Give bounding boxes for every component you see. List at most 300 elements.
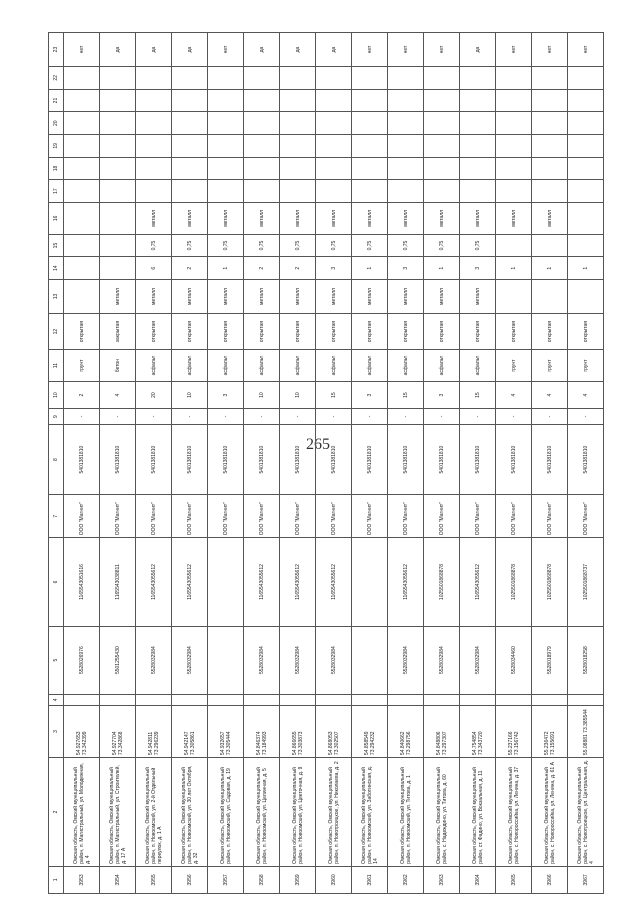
row-number: 3966 [532, 866, 568, 893]
cell [208, 67, 244, 90]
column-number: 21 [49, 89, 64, 112]
table-row [100, 33, 136, 894]
cell [460, 67, 496, 90]
column-number: 14 [49, 257, 64, 280]
ogrn-cell: 1165543055612 [280, 538, 316, 626]
cell [244, 89, 280, 112]
cell: - [208, 409, 244, 425]
cell [496, 112, 532, 135]
status-cell: да [280, 33, 316, 67]
table-row [64, 33, 100, 894]
cell [64, 135, 100, 158]
address-cell: Омская область, Омский муниципальный район, п. Новоомский, ул. Титова, д. 1 [388, 758, 424, 867]
ogrn-cell: 1025501868878 [424, 538, 460, 626]
row-number: 3965 [496, 866, 532, 893]
cell [352, 112, 388, 135]
status-cell: нет [388, 33, 424, 67]
column-number: 22 [49, 67, 64, 90]
coordinates-cell: 54.868053 73.302507 [316, 705, 352, 757]
fence-cell: металл [316, 280, 352, 314]
cell: - [280, 409, 316, 425]
address-cell: Омская область, Омский муниципальный район, с. Надеждино, ул. Титова, д. 60 [424, 758, 460, 867]
column-number: 9 [49, 409, 64, 425]
cell: - [136, 409, 172, 425]
cell [424, 89, 460, 112]
table-row [244, 33, 280, 894]
containers-cell: 2 [244, 257, 280, 280]
volume-cell: 0,75 [388, 234, 424, 257]
fence-cell [568, 280, 604, 314]
column-number: 7 [49, 495, 64, 538]
cell [568, 157, 604, 180]
cell [352, 180, 388, 203]
organization-cell: ООО "Магнит" [352, 495, 388, 538]
cell [388, 112, 424, 135]
column-number: 8 [49, 425, 64, 495]
surface-cell: грунт [532, 350, 568, 382]
cell: - [244, 409, 280, 425]
type-cell: открытая [136, 314, 172, 350]
column-number: 12 [49, 314, 64, 350]
cell [244, 157, 280, 180]
count-cell: 3 [208, 381, 244, 408]
organization-cell: ООО "Магнит" [316, 495, 352, 538]
status-cell: да [136, 33, 172, 67]
type-cell: открытая [244, 314, 280, 350]
fence-cell: металл [172, 280, 208, 314]
row-number: 3961 [352, 866, 388, 893]
cell [424, 112, 460, 135]
ogrn-cell: 1165543055612 [172, 538, 208, 626]
address-cell: Омская область, Омский муниципальный район, п. Новоомский, ул. 2-й Отдельный переулок, д. 1 А [136, 758, 172, 867]
material-cell: металл [496, 202, 532, 234]
status-cell: да [460, 33, 496, 67]
status-cell: нет [532, 33, 568, 67]
column-number: 18 [49, 157, 64, 180]
coordinates-cell: 54.858549 73.294232 [352, 705, 388, 757]
column-number: 16 [49, 202, 64, 234]
cell: - [172, 409, 208, 425]
cell [460, 157, 496, 180]
fence-cell [496, 280, 532, 314]
type-cell: открытая [460, 314, 496, 350]
cell [424, 180, 460, 203]
ogrn-cell [352, 538, 388, 626]
volume-cell: 0,75 [280, 234, 316, 257]
cell [172, 180, 208, 203]
containers-cell: 1 [532, 257, 568, 280]
cell: - [532, 409, 568, 425]
address-cell: Омская область, Омский муниципальный район, ст. Фадино, ул. Вокзальная, д. 11 [460, 758, 496, 867]
cell [172, 157, 208, 180]
table-row [424, 33, 460, 894]
table-row [136, 33, 172, 894]
type-cell: открытая [424, 314, 460, 350]
cell [136, 157, 172, 180]
row-number: 3959 [280, 866, 316, 893]
code-cell: 5401381810 [172, 425, 208, 495]
ogrn-cell: 1025501868878 [496, 538, 532, 626]
cell [460, 180, 496, 203]
address-cell: Омская область, Омский муниципальный район, п. Новотроицкое, ул. Николаева, д. 2 [316, 758, 352, 867]
volume-cell: 0,75 [352, 234, 388, 257]
fence-cell: металл [136, 280, 172, 314]
cell: - [496, 409, 532, 425]
inn-cell: 5528032984 [172, 626, 208, 694]
cell [532, 67, 568, 90]
cell [496, 135, 532, 158]
code-cell: 5401381810 [460, 425, 496, 495]
column-number: 3 [49, 705, 64, 757]
cell [316, 67, 352, 90]
material-cell: металл [352, 202, 388, 234]
surface-cell: грунт [568, 350, 604, 382]
empty-cell [388, 694, 424, 705]
cell: - [424, 409, 460, 425]
address-cell: Омская область, Омский муниципальный район, п. Новоомский, ул. Заботинская, д. 14 [352, 758, 388, 867]
cell [244, 112, 280, 135]
fence-cell [64, 280, 100, 314]
count-cell: 10 [280, 381, 316, 408]
count-cell: 10 [172, 381, 208, 408]
address-cell: Омская область, Омский муниципальный район, п. Новоомский, ул. Цветочная, д. 9 [280, 758, 316, 867]
cell [388, 157, 424, 180]
containers-cell: 1 [496, 257, 532, 280]
row-number: 3958 [244, 866, 280, 893]
cell [64, 67, 100, 90]
code-cell: 5401381810 [280, 425, 316, 495]
cell [100, 67, 136, 90]
cell [64, 180, 100, 203]
coordinates-cell: 54.840662 73.298756 [388, 705, 424, 757]
empty-cell [100, 694, 136, 705]
row-number: 3967 [568, 866, 604, 893]
fence-cell: металл [424, 280, 460, 314]
cell [208, 112, 244, 135]
containers-cell: 3 [388, 257, 424, 280]
type-cell: открытая [172, 314, 208, 350]
table-row [496, 33, 532, 894]
ogrn-cell: 1165543055612 [244, 538, 280, 626]
cell [460, 89, 496, 112]
registry-table [48, 32, 604, 894]
ogrn-cell [208, 538, 244, 626]
address-cell: Омская область, Омский муниципальный район, с. Новотроицкое, ул. Центральная, д. 4 [568, 758, 604, 867]
fence-cell: металл [388, 280, 424, 314]
inn-cell [208, 626, 244, 694]
count-cell: 15 [460, 381, 496, 408]
column-number: 11 [49, 350, 64, 382]
cell [532, 180, 568, 203]
empty-cell [460, 694, 496, 705]
cell [64, 157, 100, 180]
table-row [532, 33, 568, 894]
code-cell: 5401381810 [532, 425, 568, 495]
surface-cell: асфальт [352, 350, 388, 382]
type-cell: открытая [280, 314, 316, 350]
inn-cell: 5528018979 [532, 626, 568, 694]
surface-cell: асфальт [280, 350, 316, 382]
organization-cell: ООО "Магнит" [100, 495, 136, 538]
column-number: 19 [49, 135, 64, 158]
code-cell: 5401381810 [424, 425, 460, 495]
material-cell: металл [532, 202, 568, 234]
inn-cell: 5528026976 [64, 626, 100, 694]
cell [100, 157, 136, 180]
material-cell: металл [316, 202, 352, 234]
row-number: 3962 [388, 866, 424, 893]
cell [172, 112, 208, 135]
organization-cell: ООО "Магнит" [280, 495, 316, 538]
count-cell: 15 [388, 381, 424, 408]
address-cell: Омская область, Омский муниципальный район, п. Новоомский, ул. Целинная, д. 5 [244, 758, 280, 867]
inn-cell: 5528032984 [388, 626, 424, 694]
column-number: 23 [49, 33, 64, 67]
material-cell: металл [172, 202, 208, 234]
organization-cell: ООО "Магнит" [64, 495, 100, 538]
cell [316, 157, 352, 180]
cell: - [568, 409, 604, 425]
containers-cell: 2 [172, 257, 208, 280]
organization-cell: ООО "Магнит" [388, 495, 424, 538]
cell [532, 89, 568, 112]
column-number: 20 [49, 112, 64, 135]
cell [532, 112, 568, 135]
cell [424, 135, 460, 158]
inn-cell: 5528032984 [244, 626, 280, 694]
cell [136, 180, 172, 203]
cell [244, 180, 280, 203]
row-number: 3954 [100, 866, 136, 893]
page-number: 265 [306, 436, 330, 453]
volume-cell [532, 234, 568, 257]
column-number: 10 [49, 381, 64, 408]
cell: - [352, 409, 388, 425]
cell [352, 157, 388, 180]
organization-cell: ООО "Магнит" [244, 495, 280, 538]
table-row [568, 33, 604, 894]
volume-cell [496, 234, 532, 257]
surface-cell: асфальт [172, 350, 208, 382]
cell [496, 180, 532, 203]
cell [388, 89, 424, 112]
cell: - [316, 409, 352, 425]
cell [208, 180, 244, 203]
code-cell: 5401381810 [136, 425, 172, 495]
cell [388, 180, 424, 203]
column-number: 13 [49, 280, 64, 314]
address-cell: Омская область, Омский муниципальный район, п. Новоомский, ул. 30 лет Октября, д. 32 [172, 758, 208, 867]
containers-cell: 2 [280, 257, 316, 280]
coordinates-cell: 54.932657 73.305444 [208, 705, 244, 757]
fence-cell: металл [280, 280, 316, 314]
organization-cell: ООО "Магнит" [568, 495, 604, 538]
row-number: 3964 [460, 866, 496, 893]
cell [388, 135, 424, 158]
coordinates-cell: 54.866655 73.303873 [280, 705, 316, 757]
type-cell: закрытая [100, 314, 136, 350]
row-number: 3955 [136, 866, 172, 893]
type-cell: открытая [352, 314, 388, 350]
column-number: 6 [49, 538, 64, 626]
cell [280, 135, 316, 158]
cell [352, 135, 388, 158]
inn-cell: 5528034460 [496, 626, 532, 694]
count-cell: 3 [424, 381, 460, 408]
cell [208, 157, 244, 180]
count-cell: 3 [352, 381, 388, 408]
volume-cell: 0,75 [244, 234, 280, 257]
cell [280, 67, 316, 90]
cell [532, 135, 568, 158]
column-number: 15 [49, 234, 64, 257]
cell: - [460, 409, 496, 425]
containers-cell [100, 257, 136, 280]
row-number: 3960 [316, 866, 352, 893]
cell [316, 112, 352, 135]
ogrn-cell: 1165543055612 [136, 538, 172, 626]
cell [532, 157, 568, 180]
status-cell: нет [352, 33, 388, 67]
empty-cell [352, 694, 388, 705]
code-cell: 5401381810 [244, 425, 280, 495]
ogrn-cell: 1165543038811 [100, 538, 136, 626]
code-cell: 5401381810 [388, 425, 424, 495]
type-cell: открытая [496, 314, 532, 350]
code-cell: 5401381810 [316, 425, 352, 495]
inn-cell [352, 626, 388, 694]
status-cell: нет [496, 33, 532, 67]
status-cell: да [100, 33, 136, 67]
cell [172, 89, 208, 112]
empty-cell [172, 694, 208, 705]
status-cell: нет [64, 33, 100, 67]
fence-cell: металл [460, 280, 496, 314]
cell [100, 112, 136, 135]
table-row [460, 33, 496, 894]
containers-cell: 1 [352, 257, 388, 280]
material-cell [64, 202, 100, 234]
cell [280, 112, 316, 135]
volume-cell [568, 234, 604, 257]
containers-cell: 1 [568, 257, 604, 280]
cell [568, 180, 604, 203]
code-cell: 5401381810 [208, 425, 244, 495]
status-cell: нет [424, 33, 460, 67]
address-cell: Омская область, Омский муниципальный район, с. Новороссийка, ул. Ленина, д. 37 [496, 758, 532, 867]
organization-cell: ООО "Магнит" [136, 495, 172, 538]
cell [352, 89, 388, 112]
inn-cell: 5528018258 [568, 626, 604, 694]
material-cell: металл [208, 202, 244, 234]
cell: - [388, 409, 424, 425]
cell [172, 67, 208, 90]
count-cell: 2 [64, 381, 100, 408]
ogrn-cell: 1165543055612 [316, 538, 352, 626]
organization-cell: ООО "Магнит" [496, 495, 532, 538]
inn-cell: 5528032984 [280, 626, 316, 694]
row-number: 3957 [208, 866, 244, 893]
containers-cell: 1 [424, 257, 460, 280]
count-cell: 4 [568, 381, 604, 408]
cell [100, 135, 136, 158]
ogrn-cell: 1165543055612 [460, 538, 496, 626]
column-number: 4 [49, 694, 64, 705]
surface-cell: асфальт [244, 350, 280, 382]
table-row [388, 33, 424, 894]
coordinates-cell: 55.236472 73.155691 [532, 705, 568, 757]
organization-cell: ООО "Магнит" [460, 495, 496, 538]
fence-cell: металл [208, 280, 244, 314]
table-row [352, 33, 388, 894]
table-row [280, 33, 316, 894]
organization-cell: ООО "Магнит" [424, 495, 460, 538]
cell [316, 135, 352, 158]
cell [100, 180, 136, 203]
count-cell: 4 [496, 381, 532, 408]
status-cell: да [244, 33, 280, 67]
status-cell: нет [568, 33, 604, 67]
containers-cell: 6 [136, 257, 172, 280]
material-cell [100, 202, 136, 234]
cell [280, 89, 316, 112]
material-cell: металл [136, 202, 172, 234]
containers-cell: 1 [208, 257, 244, 280]
empty-cell [568, 694, 604, 705]
rotated-table-wrapper [48, 32, 595, 894]
cell [100, 89, 136, 112]
inn-cell: 5528032984 [136, 626, 172, 694]
containers-cell [64, 257, 100, 280]
volume-cell: 0,75 [424, 234, 460, 257]
ogrn-cell: 1025501868737 [568, 538, 604, 626]
surface-cell: бетон [100, 350, 136, 382]
coordinates-cell: 54.942147 73.305861 [172, 705, 208, 757]
surface-cell: грунт [64, 350, 100, 382]
cell [496, 89, 532, 112]
count-cell: 10 [244, 381, 280, 408]
cell [280, 157, 316, 180]
inn-cell: 5528032984 [460, 626, 496, 694]
count-cell: 4 [532, 381, 568, 408]
empty-cell [280, 694, 316, 705]
column-number: 17 [49, 180, 64, 203]
inn-cell: 5528032984 [424, 626, 460, 694]
coordinates-cell: 54.754854 73.343720 [460, 705, 496, 757]
material-cell: металл [424, 202, 460, 234]
inn-cell: 5528032984 [316, 626, 352, 694]
organization-cell: ООО "Магнит" [172, 495, 208, 538]
cell [388, 67, 424, 90]
type-cell: открытая [532, 314, 568, 350]
type-cell: открытая [64, 314, 100, 350]
type-cell: открытая [568, 314, 604, 350]
ogrn-cell: 1165543051616 [64, 538, 100, 626]
column-number: 2 [49, 758, 64, 867]
column-number: 1 [49, 866, 64, 893]
cell [316, 180, 352, 203]
cell: - [100, 409, 136, 425]
registry-table-body [49, 33, 604, 894]
volume-cell: 0,75 [460, 234, 496, 257]
volume-cell: 0,75 [136, 234, 172, 257]
address-cell: Омская область, Омский муниципальный район, п. Новоомский, ул. Садовая, д. 19 [208, 758, 244, 867]
cell: - [64, 409, 100, 425]
surface-cell: асфальт [460, 350, 496, 382]
code-cell: 5401381810 [64, 425, 100, 495]
inn-cell: 5501255430 [100, 626, 136, 694]
column-number-row [49, 33, 64, 894]
